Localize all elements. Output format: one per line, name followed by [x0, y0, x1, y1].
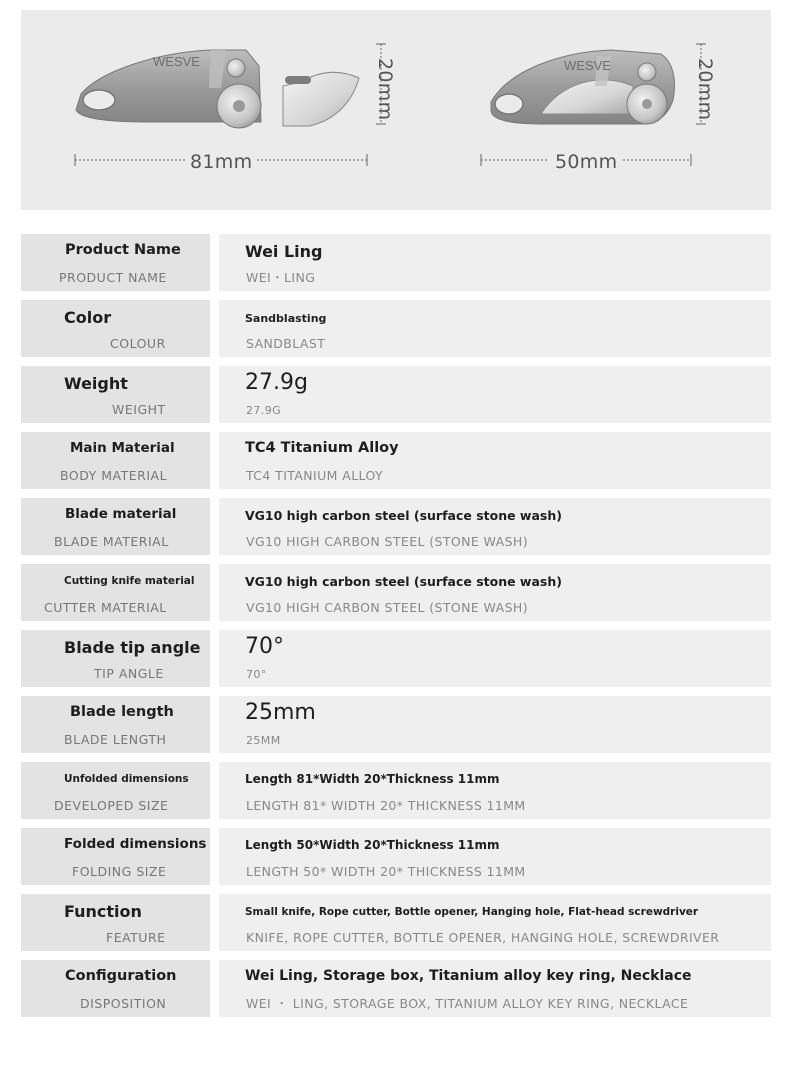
spec-label: Cutting knife material: [64, 575, 195, 587]
folded-height-label: 20mm: [694, 58, 716, 121]
spec-label-cell: [21, 366, 210, 423]
spec-value: VG10 high carbon steel (surface stone wash): [245, 574, 562, 589]
spec-label: Blade length: [70, 704, 174, 720]
spec-row-weight: [21, 366, 771, 423]
spec-value-en: VG10 HIGH CARBON STEEL (STONE WASH): [246, 600, 528, 615]
spec-value: Wei Ling, Storage box, Titanium alloy key ring, Necklace: [245, 968, 692, 984]
spec-label-en: COLOUR: [110, 336, 166, 351]
spec-label-en: BLADE LENGTH: [64, 732, 167, 747]
spec-row-unfolded-dimensions: [21, 762, 771, 819]
spec-label: Unfolded dimensions: [64, 773, 189, 785]
brand-engraving-right: WESVE: [564, 58, 611, 73]
spec-label-en: WEIGHT: [112, 402, 166, 417]
spec-value-cell: [219, 630, 771, 687]
spec-label-cell: [21, 300, 210, 357]
spec-label-en: TIP ANGLE: [94, 666, 164, 681]
spec-value: Sandblasting: [245, 312, 327, 325]
spec-label-en: FEATURE: [106, 930, 166, 945]
spec-label-en: CUTTER MATERIAL: [44, 600, 167, 615]
spec-value-en: 70°: [246, 668, 267, 681]
spec-label: Color: [64, 308, 112, 327]
spec-label-cell: [21, 894, 210, 951]
spec-value-en: WEI・LING: [246, 270, 316, 285]
spec-label-cell: [21, 630, 210, 687]
spec-value-en: SANDBLAST: [246, 336, 326, 351]
product-dimension-banner: [21, 10, 771, 210]
spec-value: Small knife, Rope cutter, Bottle opener, Hanging hole, Flat-head screwdriver: [245, 906, 699, 918]
spec-value-cell: [219, 564, 771, 621]
spec-label: Main Material: [70, 440, 175, 456]
spec-label: Configuration: [65, 968, 177, 984]
unfolded-height-label: 20mm: [374, 58, 396, 121]
spec-row-folded-dimensions: [21, 828, 771, 885]
spec-value-cell: [219, 762, 771, 819]
spec-value-en: LENGTH 81* WIDTH 20* THICKNESS 11MM: [246, 798, 526, 813]
spec-label-cell: [21, 498, 210, 555]
spec-value-cell: [219, 300, 771, 357]
spec-value: Wei Ling: [245, 242, 323, 261]
spec-value-en: KNIFE, ROPE CUTTER, BOTTLE OPENER, HANGING HOLE, SCREWDRIVER: [246, 930, 720, 945]
spec-value-cell: [219, 234, 771, 291]
spec-value-cell: [219, 828, 771, 885]
spec-label: Folded dimensions: [64, 836, 207, 852]
brand-engraving-left: WESVE: [153, 54, 200, 69]
spec-label: Function: [64, 902, 142, 921]
spec-label-en: PRODUCT NAME: [59, 270, 167, 285]
spec-value: Length 50*Width 20*Thickness 11mm: [245, 838, 500, 852]
spec-value: TC4 Titanium Alloy: [245, 440, 399, 456]
spec-value-en: 25MM: [246, 734, 281, 747]
spec-row-color: [21, 300, 771, 357]
spec-label-en: BLADE MATERIAL: [54, 534, 169, 549]
spec-value: 25mm: [245, 700, 316, 725]
spec-value-en: WEI ・ LING, STORAGE BOX, TITANIUM ALLOY KEY RING, NECKLACE: [246, 996, 689, 1011]
spec-value: 70°: [245, 634, 284, 659]
spec-label-cell: [21, 696, 210, 753]
spec-label-en: DEVELOPED SIZE: [54, 798, 169, 813]
spec-value-cell: [219, 366, 771, 423]
spec-value-cell: [219, 894, 771, 951]
spec-label-cell: [21, 564, 210, 621]
spec-row-product-name: [21, 234, 771, 291]
spec-value-cell: [219, 696, 771, 753]
spec-label-cell: [21, 762, 210, 819]
spec-row-main-material: [21, 432, 771, 489]
unfolded-length-label: 81mm: [190, 151, 253, 173]
spec-label: Weight: [64, 374, 128, 393]
spec-row-configuration: [21, 960, 771, 1017]
unfolded-knife-image: [76, 50, 359, 128]
spec-row-blade-length: [21, 696, 771, 753]
knife-illustration: [21, 10, 771, 210]
spec-label-en: BODY MATERIAL: [60, 468, 168, 483]
spec-label-cell: [21, 960, 210, 1017]
spec-label-cell: [21, 234, 210, 291]
spec-row-blade-material: [21, 498, 771, 555]
spec-value: 27.9g: [245, 370, 308, 395]
spec-row-cutter-material: [21, 564, 771, 621]
spec-label-en: FOLDING SIZE: [72, 864, 167, 879]
spec-label: Blade tip angle: [64, 638, 201, 657]
spec-value: Length 81*Width 20*Thickness 11mm: [245, 772, 500, 786]
spec-label-en: DISPOSITION: [80, 996, 167, 1011]
spec-value-cell: [219, 960, 771, 1017]
spec-value-en: VG10 HIGH CARBON STEEL (STONE WASH): [246, 534, 528, 549]
spec-value-en: TC4 TITANIUM ALLOY: [246, 468, 384, 483]
spec-label: Blade material: [65, 506, 177, 522]
spec-row-function: [21, 894, 771, 951]
spec-value-en: LENGTH 50* WIDTH 20* THICKNESS 11MM: [246, 864, 526, 879]
folded-length-label: 50mm: [555, 151, 618, 173]
spec-value-cell: [219, 432, 771, 489]
spec-value-en: 27.9G: [246, 404, 282, 417]
spec-value: VG10 high carbon steel (surface stone wash): [245, 508, 562, 523]
spec-label: Product Name: [65, 242, 181, 258]
spec-label-cell: [21, 432, 210, 489]
spec-value-cell: [219, 498, 771, 555]
spec-row-tip-angle: [21, 630, 771, 687]
spec-label-cell: [21, 828, 210, 885]
